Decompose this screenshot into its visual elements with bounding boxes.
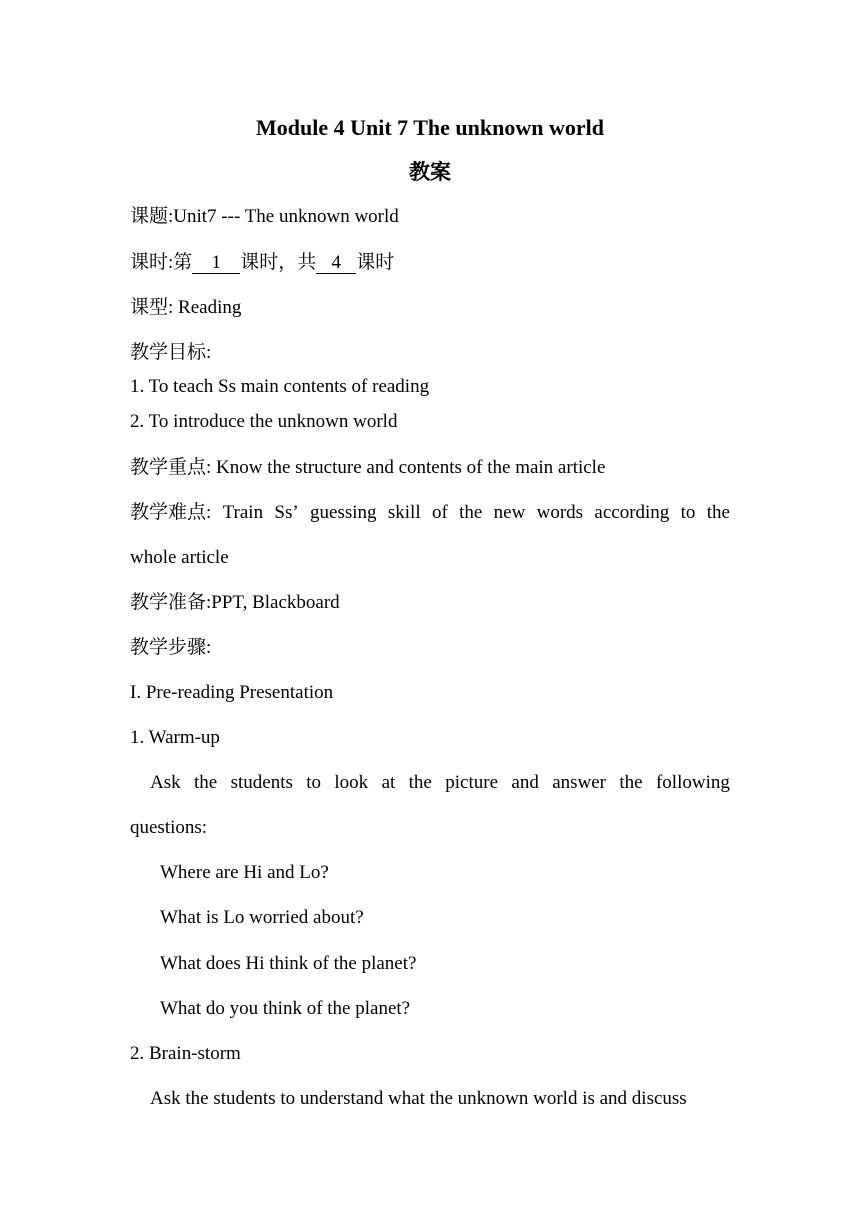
justified-word: and xyxy=(511,772,539,793)
step-heading: 1. Warm-up xyxy=(130,727,220,748)
objectives-heading: 教学目标: xyxy=(130,342,212,363)
step-heading: 2. Brain-storm xyxy=(130,1043,241,1064)
justified-word: the xyxy=(459,502,483,523)
difficulty-line xyxy=(130,501,730,525)
document-title: Module 4 Unit 7 The unknown world xyxy=(255,115,604,140)
question-item: What is Lo worried about? xyxy=(160,907,364,928)
justified-word: to xyxy=(680,502,696,523)
justified-word: Ss’ xyxy=(274,502,299,523)
justified-word: according xyxy=(594,502,670,523)
section-heading: I. Pre-reading Presentation xyxy=(130,682,334,703)
key-point-line: 教学重点: Know the structure and contents of the main article xyxy=(130,457,606,478)
period-total-blank: 4 xyxy=(316,253,356,274)
justified-word: of xyxy=(431,502,448,523)
justified-word: guessing xyxy=(310,502,377,523)
document-subtitle: 教案 xyxy=(409,160,451,184)
warmup-row xyxy=(150,771,730,795)
steps-heading: 教学步骤: xyxy=(130,637,212,658)
justified-word: the xyxy=(194,772,218,793)
justified-word: the xyxy=(706,502,730,523)
justified-word: words xyxy=(536,502,584,523)
lesson-type-line: 课型: Reading xyxy=(130,297,242,318)
difficulty-label: 教学难点: xyxy=(130,502,212,523)
justified-word: Ask xyxy=(150,772,181,793)
objective-item: 1. To teach Ss main contents of reading xyxy=(130,376,430,397)
brainstorm-line: Ask the students to understand what the unknown world is and discuss xyxy=(150,1088,687,1109)
justified-word: look xyxy=(334,772,369,793)
justified-word: picture xyxy=(445,772,499,793)
justified-word: skill xyxy=(387,502,421,523)
period-suffix: 课时 xyxy=(356,252,395,273)
question-item: Where are Hi and Lo? xyxy=(160,862,329,883)
objective-item: 2. To introduce the unknown world xyxy=(130,411,398,432)
preparation-line: 教学准备:PPT, Blackboard xyxy=(130,592,340,613)
topic-line: 课题:Unit7 --- The unknown world xyxy=(130,206,399,227)
justified-word: at xyxy=(381,772,396,793)
period-prefix: 课时:第 xyxy=(130,252,193,273)
justified-word: students xyxy=(230,772,293,793)
warmup-continuation: questions: xyxy=(130,817,208,838)
justified-word: following xyxy=(655,772,730,793)
period-number-blank: 1 xyxy=(192,253,240,274)
period-middle: 课时，共 xyxy=(240,252,317,273)
justified-word: the xyxy=(408,772,432,793)
justified-word: answer xyxy=(552,772,607,793)
justified-word: to xyxy=(306,772,322,793)
period-line xyxy=(130,251,394,275)
justified-word: Train xyxy=(222,502,264,523)
question-item: What do you think of the planet? xyxy=(160,998,411,1019)
warmup-line xyxy=(150,771,730,795)
justified-word: the xyxy=(619,772,643,793)
difficulty-row xyxy=(130,501,730,525)
justified-word: new xyxy=(493,502,526,523)
difficulty-continuation: whole article xyxy=(130,547,229,568)
question-item: What does Hi think of the planet? xyxy=(160,953,417,974)
